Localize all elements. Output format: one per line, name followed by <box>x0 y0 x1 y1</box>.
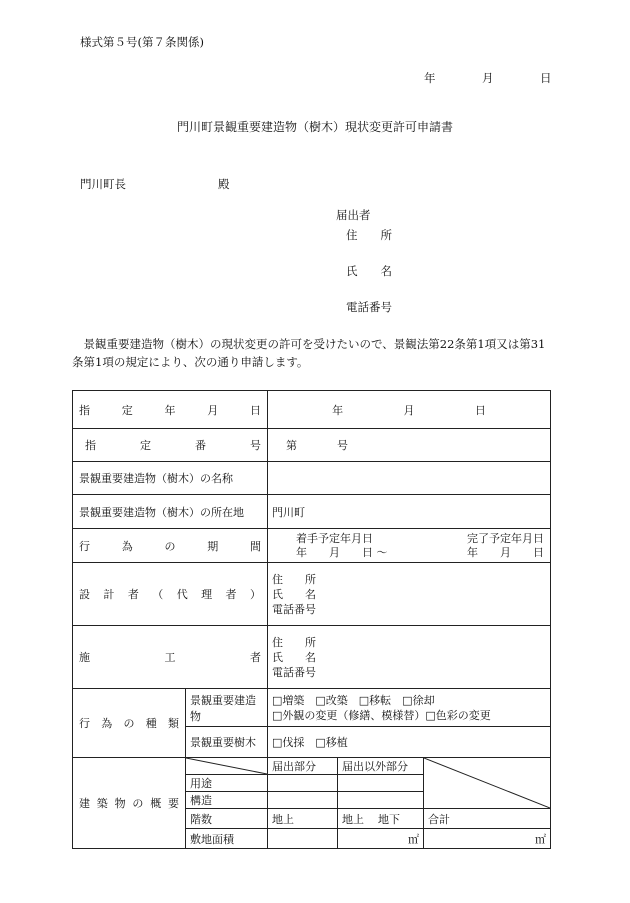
form-number: 様式第５号(第７条関係) <box>80 35 204 49</box>
structure-label: 構造 <box>186 792 268 809</box>
tree-label: 景観重要樹木 <box>186 727 268 758</box>
act-type-label: 行 為 の 種 類 <box>73 689 186 758</box>
designation-date-row <box>73 391 551 429</box>
designer-phone-label: 電話番号 <box>272 602 316 616</box>
building-options-line1[interactable]: □増築 □改築 □移転 □徐却 <box>272 693 435 707</box>
designation-date-field[interactable]: 年 月 日 <box>268 391 551 429</box>
overview-corner-cell <box>186 758 268 775</box>
building-options-line2[interactable]: □外観の変更（修繕、模様替）□色彩の変更 <box>272 708 491 722</box>
designation-number-field[interactable]: 第 号 <box>268 429 551 462</box>
designation-number-label: 指 定 番 号 <box>73 429 268 462</box>
empty-diagonal-line <box>424 758 550 808</box>
overview-empty-cell <box>424 758 551 809</box>
col-notified: 届出部分 <box>268 758 338 775</box>
overview-label: 建 築 物 の 概 要 <box>73 758 186 849</box>
col-other: 届出以外部分 <box>338 758 424 775</box>
notified-site-area-cell[interactable] <box>268 829 338 849</box>
header-day: 日 <box>540 71 552 85</box>
addressee-name: 門川町長 <box>80 177 126 191</box>
use-label: 用途 <box>186 775 268 792</box>
designer-name-label: 氏 名 <box>272 587 316 601</box>
location-row <box>73 495 551 529</box>
contractor-row <box>73 626 551 689</box>
location-field[interactable]: 門川町 <box>268 495 551 529</box>
applicant-address-label: 住 所 <box>346 228 392 242</box>
notified-structure-cell[interactable] <box>268 792 338 809</box>
applicant-name-label: 氏 名 <box>346 264 392 278</box>
contractor-name-label: 氏 名 <box>272 650 316 664</box>
building-label: 景観重要建造物 <box>186 689 268 727</box>
contractor-field[interactable] <box>268 626 551 689</box>
designer-address-label: 住 所 <box>272 572 316 586</box>
site-area-label: 敷地面積 <box>186 829 268 849</box>
designation-number-row <box>73 429 551 462</box>
location-label: 景観重要建造物（樹木）の所在地 <box>73 495 268 529</box>
contractor-phone-label: 電話番号 <box>272 665 316 679</box>
end-date-label: 完了予定年月日 <box>467 531 544 545</box>
designation-date-label: 指 定 年 月 日 <box>73 391 268 429</box>
name-row <box>73 462 551 495</box>
floors-label: 階数 <box>186 809 268 829</box>
notified-use-cell[interactable] <box>268 775 338 792</box>
applicant-heading: 届出者 <box>336 208 371 222</box>
other-floors-cell[interactable]: 地上 地下 <box>338 809 424 829</box>
name-label: 景観重要建造物（樹木）の名称 <box>73 462 268 495</box>
start-date-value[interactable]: 年 月 日 〜 <box>296 545 388 559</box>
tree-options[interactable]: □伐採 □移植 <box>268 727 551 758</box>
period-label: 行 為 の 期 間 <box>73 529 268 563</box>
document-title: 門川町景観重要建造物（樹木）現状変更許可申請書 <box>176 120 453 134</box>
total-floors-cell[interactable]: 合計 <box>424 809 551 829</box>
header-year: 年 <box>424 71 436 85</box>
other-use-cell[interactable] <box>338 775 424 792</box>
period-row <box>73 529 551 563</box>
end-date-value[interactable]: 年 月 日 <box>467 545 544 559</box>
addressee-honorific: 殿 <box>218 177 230 191</box>
total-site-area-cell[interactable]: ㎡ <box>424 829 551 849</box>
other-site-area-cell[interactable]: ㎡ <box>338 829 424 849</box>
header-month: 月 <box>482 71 494 85</box>
intro-paragraph: 景観重要建造物（樹木）の現状変更の許可を受けたいので、景観法第22条第1項又は第31条第1項の規定により、次の通り申請します。 <box>72 337 546 369</box>
contractor-label: 施 工 者 <box>73 626 268 689</box>
designer-row <box>73 563 551 626</box>
start-date-label: 着手予定年月日 <box>296 531 373 545</box>
application-table <box>72 390 551 849</box>
corner-diagonal-line <box>186 758 267 774</box>
period-field[interactable] <box>268 529 551 563</box>
overview-header-row <box>73 758 551 775</box>
applicant-phone-label: 電話番号 <box>346 300 392 314</box>
designer-label: 設 計 者 （ 代 理 者 ） <box>73 563 268 626</box>
name-field[interactable] <box>268 462 551 495</box>
other-structure-cell[interactable] <box>338 792 424 809</box>
designer-field[interactable] <box>268 563 551 626</box>
act-type-building-row <box>73 689 551 727</box>
building-options[interactable] <box>268 689 551 727</box>
notified-floors-cell[interactable]: 地上 <box>268 809 338 829</box>
contractor-address-label: 住 所 <box>272 635 316 649</box>
